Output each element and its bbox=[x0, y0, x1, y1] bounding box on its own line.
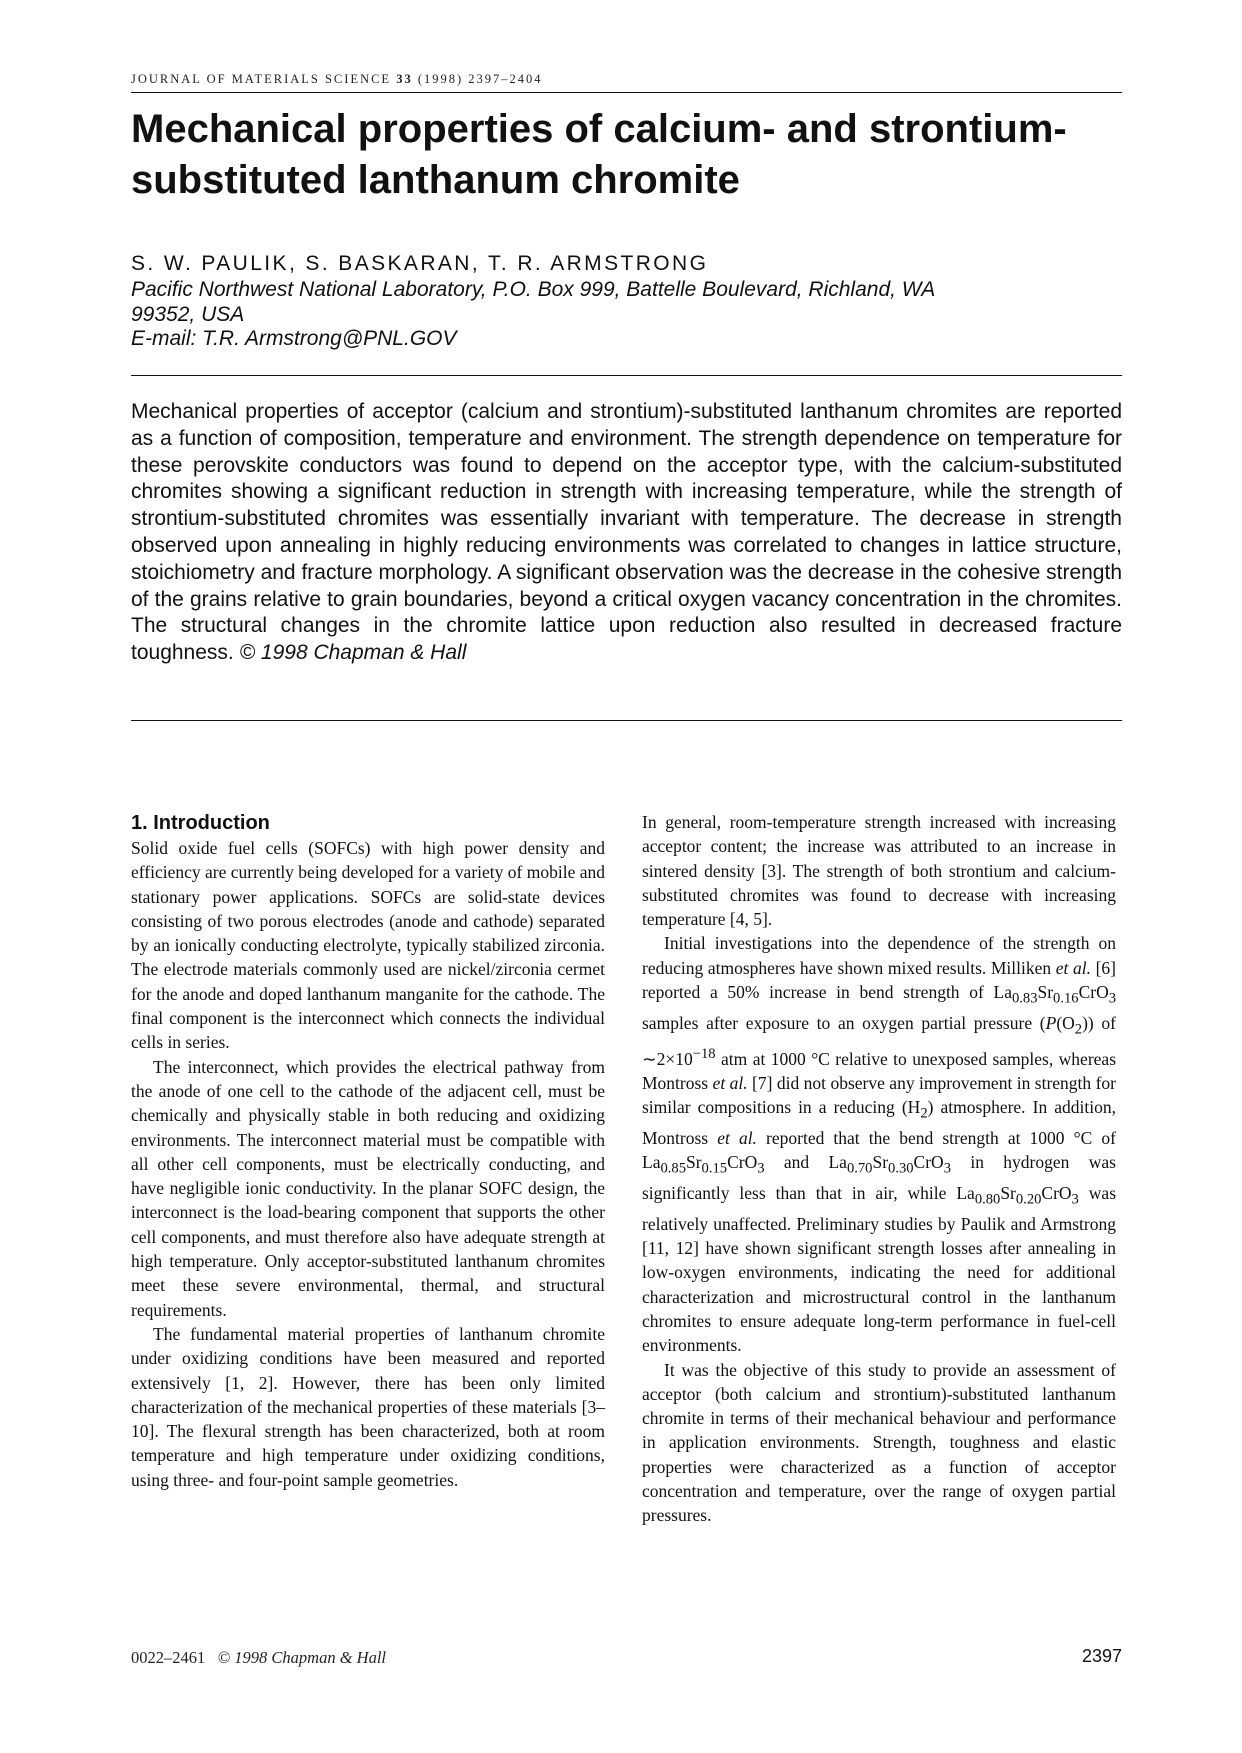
abstract-top-rule bbox=[131, 375, 1122, 376]
intro-paragraph-1: Solid oxide fuel cells (SOFCs) with high power density and efficiency are currently being developed for a variety of mobile and stationary power applications. SOFCs are solid-state devices consisting of two porous electrodes (anode and cathode) separated by an ionically conducting electrolyte, typically stabilized zirconia. The electrode materials commonly used are nickel/zirconia cermet for the anode and doped lanthanum manganite for the cathode. The final component is the interconnect which connects the individual cells in series. bbox=[131, 838, 605, 1053]
intro-paragraph-6: It was the objective of this study to provide an assessment of acceptor (both calcium and strontium)-substituted lanthanum chromite in terms of their mechanical behaviour and performance in application environments. Strength, toughness and elastic properties were characterized as a function of acceptor concentration and temperature, over the range of oxygen partial pressures. bbox=[642, 1359, 1116, 1526]
author-email: E-mail: T.R. Armstrong@PNL.GOV bbox=[131, 327, 457, 350]
author-list: S. W. PAULIK, S. BASKARAN, T. R. ARMSTRONG bbox=[131, 252, 709, 275]
abstract-copyright: © 1998 Chapman & Hall bbox=[239, 641, 467, 665]
chemical-formula: $La_{0.80}Sr_{0.20}CrO_3$ bbox=[956, 1182, 1079, 1208]
intro-paragraph-5: Initial investigations into the dependence of the strength on reducing atmospheres have shown mixed results. Milliken et al. [6] reported a 50% increase in bend strength of $La_{0.83}Sr_{0.16}CrO_3$ samples after exposure to an oxygen partial pressure $(P(O_2))$ of $\sim 2\times 10^{-18}$ atm at 1000 °C relative to unexposed samples, whereas Montross et al. [7] did not observe any improvement in strength for similar compositions in a reducing $(H_2)$ atmosphere. In addition, Montross et al. reported that the bend strength at 1000 °C of $La_{0.85}Sr_{0.15}CrO_3$ and $La_{0.70}Sr_{0.30}CrO_3$ in hydrogen was significantly less than that in air, while $La_{0.80}Sr_{0.20}CrO_3$ was relatively unaffected. Preliminary studies by Paulik and Armstrong [11, 12] have shown significant strength losses after annealing in low-oxygen environments, indicating the need for additional characterization and microstructural control in the lanthanum chromites to ensure adequate long-term performance in fuel-cell environments. bbox=[642, 933, 1117, 1356]
intro-paragraph-2: The interconnect, which provides the electrical pathway from the anode of one cell to the cathode of the adjacent cell, must be chemically and physically stable in both reducing and oxidizing environments. The interconnect material must be compatible with all other cell components, must be electrically conducting, and have negligible ionic conductivity. In the planar SOFC design, the interconnect is the load-bearing component that supports the other cell components, and must therefore also have adequate strength at high temperature. Only acceptor-substituted lanthanum chromites meet these severe environmental, thermal, and structural requirements. bbox=[131, 1056, 605, 1320]
header-rule bbox=[131, 92, 1122, 93]
intro-paragraph-3: The fundamental material properties of lanthanum chromite under oxidizing conditions have been measured and reported extensively [1, 2]. However, there has been only limited characterization of the mechanical properties of these materials [3–10]. The flexural strength has been characterized, both at room temperature and high temperature under oxidizing conditions, using three- and four-point sample geometries. bbox=[131, 1323, 605, 1490]
abstract-bottom-rule bbox=[131, 720, 1122, 721]
issn: 0022–2461 bbox=[131, 1648, 206, 1667]
affiliation-line-2: 99352, USA bbox=[131, 302, 245, 326]
journal-name: JOURNAL OF MATERIALS SCIENCE bbox=[131, 72, 392, 86]
abstract bbox=[131, 399, 1122, 667]
affiliation bbox=[131, 278, 1122, 352]
journal-year-pages: (1998) 2397–2404 bbox=[417, 72, 543, 86]
affiliation-line-1: Pacific Northwest National Laboratory, P.O. Box 999, Battelle Boulevard, Richland, WA bbox=[131, 278, 936, 301]
right-column bbox=[642, 810, 1116, 1528]
title-line-2: substituted lanthanum chromite bbox=[131, 158, 740, 202]
page-number: 2397 bbox=[1081, 1646, 1122, 1666]
journal-header bbox=[131, 72, 543, 87]
et-al: et al. bbox=[1055, 957, 1091, 978]
paper-title bbox=[131, 104, 1122, 206]
footer-issn bbox=[131, 1648, 386, 1668]
paper-page bbox=[131, 0, 1122, 1753]
chemical-formula: $La_{0.70}Sr_{0.30}CrO_3$ bbox=[828, 1152, 951, 1177]
chemical-formula: $La_{0.83}Sr_{0.16}CrO_3$ bbox=[993, 982, 1116, 1007]
title-line-1: Mechanical properties of calcium- and strontium- bbox=[131, 107, 1067, 151]
abstract-text: Mechanical properties of acceptor (calcium and strontium)-substituted lanthanum chromites are reported as a function of composition, temperature and environment. The strength dependence on temperature for these perovskite conductors was found to depend on the acceptor type, with the calcium-substituted chromites showing a significant reduction in strength with increasing temperature, while the strength of strontium-substituted chromites was essentially invariant with temperature. The decrease in strength observed upon annealing in highly reducing environments was correlated to changes in lattice structure, stoichiometry and fracture morphology. A significant observation was the decrease in the cohesive strength of the grains relative to grain boundaries, beyond a critical oxygen vacancy concentration in the chromites. The structural changes in the chromite lattice upon reduction also resulted in decreased fracture toughness. bbox=[131, 400, 1122, 665]
chemical-formula: $La_{0.85}Sr_{0.15}CrO_3$ bbox=[642, 1152, 765, 1177]
footer-copyright: © 1998 Chapman & Hall bbox=[217, 1648, 387, 1667]
section-heading: 1. Introduction bbox=[131, 812, 270, 834]
intro-paragraph-4: In general, room-temperature strength increased with increasing acceptor content; the increase was attributed to an increase in sintered density [3]. The strength of both strontium and calcium-substituted chromites was found to decrease with increasing temperature [4, 5]. bbox=[642, 812, 1116, 930]
left-column bbox=[131, 810, 605, 1492]
journal-volume: 33 bbox=[396, 72, 413, 86]
